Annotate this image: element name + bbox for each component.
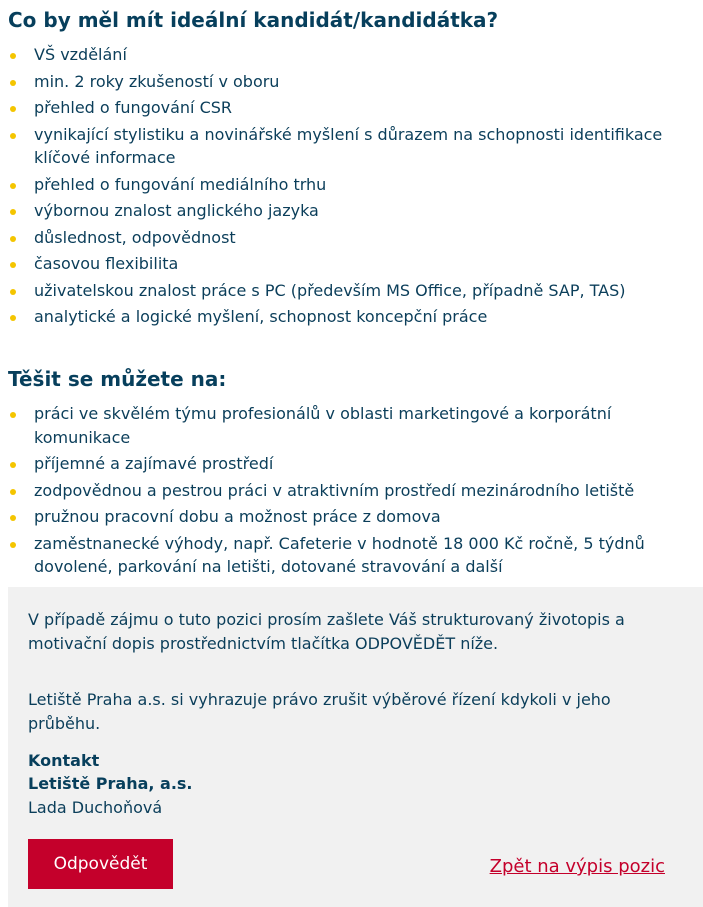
list-item	[8, 452, 698, 476]
bullet-icon	[10, 236, 16, 242]
list-item-text: min. 2 roky zkušeností v oboru	[34, 71, 280, 91]
contact-box	[8, 587, 703, 907]
contact-person: Lada Duchoňová	[28, 798, 163, 817]
requirements-list	[8, 43, 698, 332]
offer-list	[8, 402, 698, 582]
bullet-icon	[10, 262, 16, 268]
bullet-icon	[10, 133, 16, 139]
list-item	[8, 96, 698, 120]
list-item-text: pružnou pracovní dobu a možnost práce z domova	[34, 507, 441, 526]
bullet-icon	[10, 315, 16, 321]
list-item-text: důslednost, odpovědnost	[34, 227, 236, 247]
list-item	[8, 305, 698, 329]
list-item-text: časovou flexibilita	[34, 254, 179, 273]
bullet-icon	[10, 183, 16, 189]
list-item	[8, 279, 698, 303]
bullet-icon	[10, 53, 16, 59]
contact-company: Letiště Praha, a.s.	[28, 774, 193, 793]
list-item-text: VŠ vzdělání	[34, 45, 127, 64]
back-to-positions-link[interactable]: Zpět na výpis pozic	[489, 856, 665, 877]
list-item-text: příjemné a zajímavé prostředí	[34, 454, 274, 473]
list-item-text: zaměstnanecké výhody, např. Cafeterie v hodnotě 18 000 Kč ročně, 5 týdnů dovolené, parkování na letišti, dotované stravování a další	[34, 533, 645, 576]
list-item-text: analytické a logické myšlení, schopnost koncepční práce	[34, 307, 488, 326]
list-item	[8, 505, 698, 529]
list-item-text: zodpovědnou a pestrou práci v atraktivním prostředí mezinárodního letiště	[34, 480, 635, 500]
list-item	[8, 70, 698, 94]
list-item-text: přehled o fungování mediálního trhu	[34, 174, 327, 194]
list-item	[8, 123, 698, 170]
reply-button[interactable]: Odpovědět	[28, 839, 173, 889]
list-item	[8, 252, 698, 276]
bullet-icon	[10, 462, 16, 468]
bullet-icon	[10, 412, 16, 418]
list-item	[8, 402, 698, 449]
contact-heading: Kontakt	[28, 751, 100, 770]
list-item	[8, 173, 698, 197]
list-item-text: výbornou znalost anglického jazyka	[34, 201, 319, 220]
list-item-text: vynikající stylistiku a novinářské myšlení s důrazem na schopnosti identifikace klíčové informace	[34, 124, 663, 167]
offer-heading: Těšit se můžete na:	[8, 367, 227, 391]
bullet-icon	[10, 106, 16, 112]
bullet-icon	[10, 542, 16, 548]
list-item-text: práci ve skvělém týmu profesionálů v oblasti marketingové a korporátní komunikace	[34, 404, 612, 447]
bullet-icon	[10, 209, 16, 215]
cancellation-note: Letiště Praha a.s. si vyhrazuje právo zrušit výběrové řízení kdykoli v jeho průběhu.	[28, 690, 611, 733]
bullet-icon	[10, 489, 16, 495]
list-item-text: přehled o fungování CSR	[34, 98, 233, 117]
list-item	[8, 43, 698, 67]
application-note: V případě zájmu o tuto pozici prosím zašlete Váš strukturovaný životopis a motivační dopis prostřednictvím tlačítka ODPOVĚDĚT níže.	[28, 610, 625, 653]
bullet-icon	[10, 515, 16, 521]
bullet-icon	[10, 289, 16, 295]
requirements-heading: Co by měl mít ideální kandidát/kandidátka?	[8, 8, 499, 32]
bullet-icon	[10, 80, 16, 86]
list-item	[8, 532, 698, 579]
list-item	[8, 479, 698, 503]
list-item	[8, 199, 698, 223]
list-item	[8, 226, 698, 250]
list-item-text: uživatelskou znalost práce s PC (především MS Office, případně SAP, TAS)	[34, 280, 626, 300]
